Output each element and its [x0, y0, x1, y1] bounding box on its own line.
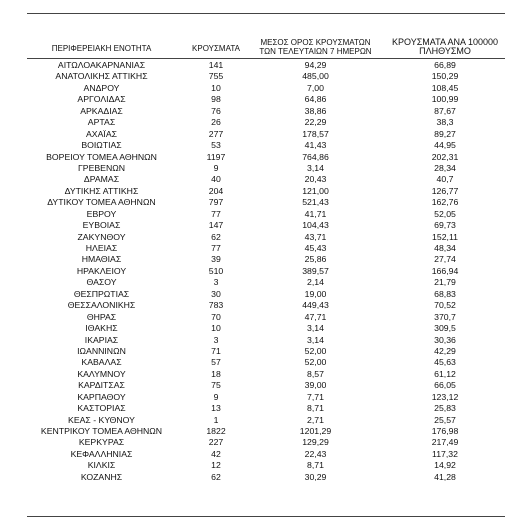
cell-cases: 1822	[206, 426, 226, 436]
cell-cases: 141	[208, 60, 224, 70]
cell-cases: 30	[211, 288, 221, 299]
cell-avg: 52,00	[304, 357, 327, 368]
cell-cases: 13	[211, 403, 221, 414]
cell-per-100k: 202,31	[431, 151, 459, 162]
cell-cases: 40	[211, 174, 221, 185]
cell-avg: 22,43	[304, 448, 327, 459]
cell-region: ΔΥΤΙΚΟΥ ΤΟΜΕΑ ΑΘΗΝΩΝ	[47, 197, 156, 208]
cell-cases: 3	[213, 334, 219, 345]
cell-avg: 8,71	[307, 403, 324, 414]
cell-cases: 77	[211, 243, 221, 253]
cell-region: ΙΩΑΝΝΙΝΩΝ	[77, 345, 126, 356]
cell-per-100k: 28,34	[434, 162, 456, 173]
cell-per-100k: 150,29	[431, 71, 459, 82]
cell-region: ΑΧΑΪΑΣ	[86, 128, 117, 139]
cell-region: ΑΝΔΡΟΥ	[83, 82, 120, 93]
header-avg-line2: ΤΩΝ ΤΕΛΕΥΤΑΙΩΝ 7 ΗΜΕΡΩΝ	[259, 46, 372, 56]
cell-region: ΚΙΛΚΙΣ	[87, 460, 116, 471]
table-row	[27, 380, 505, 391]
cell-region: ΑΙΤΩΛΟΑΚΑΡΝΑΝΙΑΣ	[57, 60, 146, 70]
cell-region: ΖΑΚΥΝΘΟΥ	[77, 231, 126, 242]
table-row	[27, 60, 505, 71]
cell-cases: 755	[208, 71, 224, 82]
cell-region: ΒΟΡΕΙΟΥ ΤΟΜΕΑ ΑΘΗΝΩΝ	[46, 151, 157, 162]
cell-avg: 22,29	[304, 117, 327, 128]
table-row	[27, 232, 505, 243]
cell-region: ΑΡΤΑΣ	[87, 117, 116, 128]
table-row	[27, 323, 505, 334]
cell-per-100k: 166,94	[431, 265, 459, 276]
header-per-line2: ΠΛΗΘΥΣΜΟ	[419, 46, 471, 56]
cell-per-100k: 87,67	[434, 105, 456, 116]
cell-per-100k: 40,7	[436, 174, 454, 185]
cell-region: ΚΑΒΑΛΑΣ	[81, 357, 122, 368]
cell-region: ΘΕΣΠΡΩΤΙΑΣ	[73, 288, 130, 299]
table-row	[27, 174, 505, 185]
cell-avg: 19,00	[304, 288, 327, 299]
cell-per-100k: 217,49	[431, 437, 459, 448]
cell-region: ΘΕΣΣΑΛΟΝΙΚΗΣ	[67, 300, 136, 311]
cell-per-100k: 89,27	[434, 128, 456, 139]
cell-cases: 12	[211, 460, 221, 471]
cell-avg: 3,14	[307, 323, 324, 334]
cell-region: ΒΟΙΩΤΙΑΣ	[81, 140, 122, 151]
table-row	[27, 243, 505, 254]
cell-region: ΘΑΣΟΥ	[86, 277, 117, 288]
cell-cases: 1197	[206, 151, 226, 162]
cell-region: ΚΕΡΚΥΡΑΣ	[78, 437, 125, 448]
table-row	[27, 289, 505, 300]
cell-cases: 62	[211, 471, 221, 482]
cell-region: ΑΡΚΑΔΙΑΣ	[80, 105, 123, 116]
cell-per-100k: 100,99	[431, 94, 459, 105]
cell-avg: 94,29	[304, 60, 327, 70]
cell-per-100k: 41,28	[434, 471, 456, 482]
cell-per-100k: 66,89	[434, 60, 456, 70]
cell-per-100k: 45,63	[434, 357, 456, 368]
cell-avg: 121,00	[302, 185, 329, 196]
cell-cases: 70	[211, 311, 221, 322]
cell-region: ΘΗΡΑΣ	[86, 311, 117, 322]
table-row	[27, 369, 505, 380]
table-row	[27, 449, 505, 460]
cell-region: ΕΥΒΟΙΑΣ	[82, 220, 121, 231]
cell-avg: 30,29	[304, 471, 327, 482]
cell-cases: 204	[208, 185, 224, 196]
cell-per-100k: 14,92	[434, 460, 456, 471]
cell-per-100k: 44,95	[434, 140, 456, 151]
cell-per-100k: 25,83	[434, 403, 456, 414]
cell-region: ΚΑΣΤΟΡΙΑΣ	[77, 403, 126, 414]
cell-region: ΑΝΑΤΟΛΙΚΗΣ ΑΤΤΙΚΗΣ	[55, 71, 148, 82]
cell-per-100k: 48,34	[434, 243, 456, 253]
table-row	[27, 357, 505, 368]
header-per-line1: ΚΡΟΥΣΜΑΤΑ ΑΝΑ 100000	[392, 37, 498, 47]
cell-avg: 52,00	[304, 345, 327, 356]
table-row	[27, 94, 505, 105]
cell-cases: 39	[211, 254, 221, 265]
cell-per-100k: 61,12	[434, 368, 456, 379]
table-row	[27, 266, 505, 277]
cell-cases: 62	[211, 231, 221, 242]
cell-cases: 9	[213, 391, 219, 402]
cell-avg: 8,71	[307, 460, 324, 471]
table-row	[27, 254, 505, 265]
cell-per-100k: 66,05	[434, 380, 456, 391]
cell-cases: 147	[208, 220, 224, 231]
cell-avg: 449,43	[302, 300, 329, 311]
cell-cases: 53	[211, 140, 221, 151]
top-rule	[27, 13, 505, 14]
table-row	[27, 186, 505, 197]
cell-cases: 783	[208, 300, 224, 311]
cell-avg: 3,14	[307, 162, 324, 173]
cell-per-100k: 69,73	[434, 220, 456, 231]
cell-avg: 47,71	[304, 311, 327, 322]
cell-per-100k: 27,74	[434, 254, 456, 265]
cell-per-100k: 126,77	[431, 185, 459, 196]
cell-avg: 39,00	[304, 380, 327, 391]
cell-region: ΕΒΡΟΥ	[86, 208, 117, 219]
cell-avg: 104,43	[302, 220, 329, 231]
cell-avg: 7,00	[307, 82, 324, 93]
cell-per-100k: 309,5	[434, 323, 456, 334]
table-row	[27, 71, 505, 82]
cell-avg: 38,86	[304, 105, 327, 116]
cell-cases: 76	[211, 105, 221, 116]
cell-cases: 9	[213, 162, 219, 173]
table-row	[27, 392, 505, 403]
cell-region: ΚΕΦΑΛΛΗΝΙΑΣ	[70, 448, 133, 459]
table-body	[27, 60, 505, 483]
cell-per-100k: 25,57	[434, 414, 456, 425]
table-row	[27, 415, 505, 426]
cell-avg: 2,14	[307, 277, 324, 288]
cell-region: ΚΕΑΣ - ΚΥΘΝΟΥ	[68, 414, 135, 425]
cell-cases: 18	[211, 368, 221, 379]
cell-avg: 41,43	[304, 140, 327, 151]
cell-cases: 3	[213, 277, 219, 288]
cell-avg: 521,43	[302, 197, 329, 208]
cell-avg: 178,57	[302, 128, 329, 139]
header-avg	[256, 39, 375, 56]
cell-avg: 8,57	[307, 368, 324, 379]
table-row	[27, 220, 505, 231]
cell-cases: 77	[211, 208, 221, 219]
cell-avg: 1201,29	[299, 426, 332, 436]
table-row	[27, 312, 505, 323]
table-row	[27, 163, 505, 174]
header-region: ΠΕΡΙΦΕΡΕΙΑΚΗ ΕΝΟΤΗΤΑ	[51, 44, 152, 53]
cell-region: ΚΕΝΤΡΙΚΟΥ ΤΟΜΕΑ ΑΘΗΝΩΝ	[40, 426, 163, 436]
cell-region: ΗΜΑΘΙΑΣ	[81, 254, 122, 265]
table-row	[27, 346, 505, 357]
cell-per-100k: 70,52	[434, 300, 456, 311]
cell-avg: 7,71	[307, 391, 324, 402]
cell-per-100k: 176,98	[431, 426, 459, 436]
table-row	[27, 426, 505, 437]
cell-cases: 1	[213, 414, 219, 425]
cell-cases: 26	[211, 117, 221, 128]
table-row	[27, 83, 505, 94]
table-row	[27, 300, 505, 311]
cell-per-100k: 21,79	[434, 277, 456, 288]
table-row	[27, 460, 505, 471]
table-row	[27, 106, 505, 117]
cell-cases: 98	[211, 94, 221, 105]
cell-per-100k: 162,76	[431, 197, 459, 208]
cell-avg: 485,00	[302, 71, 329, 82]
cell-cases: 57	[211, 357, 221, 368]
cell-cases: 42	[211, 448, 221, 459]
cell-cases: 277	[208, 128, 224, 139]
cell-region: ΚΑΡΔΙΤΣΑΣ	[78, 380, 125, 391]
table-row	[27, 117, 505, 128]
header-per-100k	[375, 38, 505, 56]
cell-region: ΑΡΓΟΛΙΔΑΣ	[77, 94, 126, 105]
cell-per-100k: 152,11	[432, 231, 458, 242]
cell-avg: 3,14	[307, 334, 324, 345]
cell-region: ΚΑΡΠΑΘΟΥ	[77, 391, 126, 402]
cell-per-100k: 370,7	[434, 311, 456, 322]
cell-per-100k: 117,32	[432, 448, 458, 459]
cell-cases: 75	[211, 380, 221, 391]
cell-per-100k: 68,83	[434, 288, 456, 299]
cell-region: ΗΛΕΙΑΣ	[85, 243, 118, 253]
bottom-rule	[27, 516, 505, 517]
cell-avg: 20,43	[304, 174, 327, 185]
table-row	[27, 129, 505, 140]
header-cases: ΚΡΟΥΣΜΑΤΑ	[192, 44, 240, 53]
cell-per-100k: 42,29	[434, 345, 456, 356]
table-row	[27, 277, 505, 288]
cell-region: ΓΡΕΒΕΝΩΝ	[77, 162, 125, 173]
cell-per-100k: 52,05	[434, 208, 456, 219]
table-row	[27, 140, 505, 151]
cell-avg: 64,86	[304, 94, 327, 105]
cell-avg: 129,29	[302, 437, 329, 448]
cell-per-100k: 30,36	[434, 334, 456, 345]
table-row	[27, 472, 505, 483]
cell-cases: 10	[211, 82, 221, 93]
table-row	[27, 209, 505, 220]
table-row	[27, 152, 505, 163]
cell-avg: 764,86	[302, 151, 329, 162]
cell-cases: 510	[208, 265, 224, 276]
table-row	[27, 197, 505, 208]
cell-per-100k: 108,45	[431, 82, 459, 93]
table-header	[27, 38, 505, 58]
header-avg-line1: ΜΕΣΟΣ ΟΡΟΣ ΚΡΟΥΣΜΑΤΩΝ	[260, 38, 371, 47]
cell-region: ΗΡΑΚΛΕΙΟΥ	[76, 265, 127, 276]
cell-region: ΙΚΑΡΙΑΣ	[84, 334, 119, 345]
cell-region: ΚΑΛΥΜΝΟΥ	[77, 368, 126, 379]
cell-avg: 43,71	[304, 231, 327, 242]
cell-region: ΚΟΖΑΝΗΣ	[80, 471, 123, 482]
table-row	[27, 335, 505, 346]
cell-avg: 25,86	[304, 254, 327, 265]
table-row	[27, 437, 505, 448]
cell-per-100k: 38,3	[436, 117, 454, 128]
cell-avg: 389,57	[302, 265, 329, 276]
table-row	[27, 403, 505, 414]
cell-avg: 45,43	[304, 243, 327, 253]
cell-cases: 71	[211, 345, 221, 356]
cell-avg: 2,71	[307, 414, 324, 425]
cell-avg: 41,71	[304, 208, 327, 219]
cell-region: ΙΘΑΚΗΣ	[85, 323, 118, 334]
cell-cases: 797	[208, 197, 224, 208]
cell-cases: 227	[208, 437, 224, 448]
cell-cases: 10	[211, 323, 221, 334]
cell-region: ΔΥΤΙΚΗΣ ΑΤΤΙΚΗΣ	[64, 185, 139, 196]
cell-per-100k: 123,12	[431, 391, 459, 402]
header-rule	[27, 58, 505, 59]
cell-region: ΔΡΑΜΑΣ	[83, 174, 120, 185]
